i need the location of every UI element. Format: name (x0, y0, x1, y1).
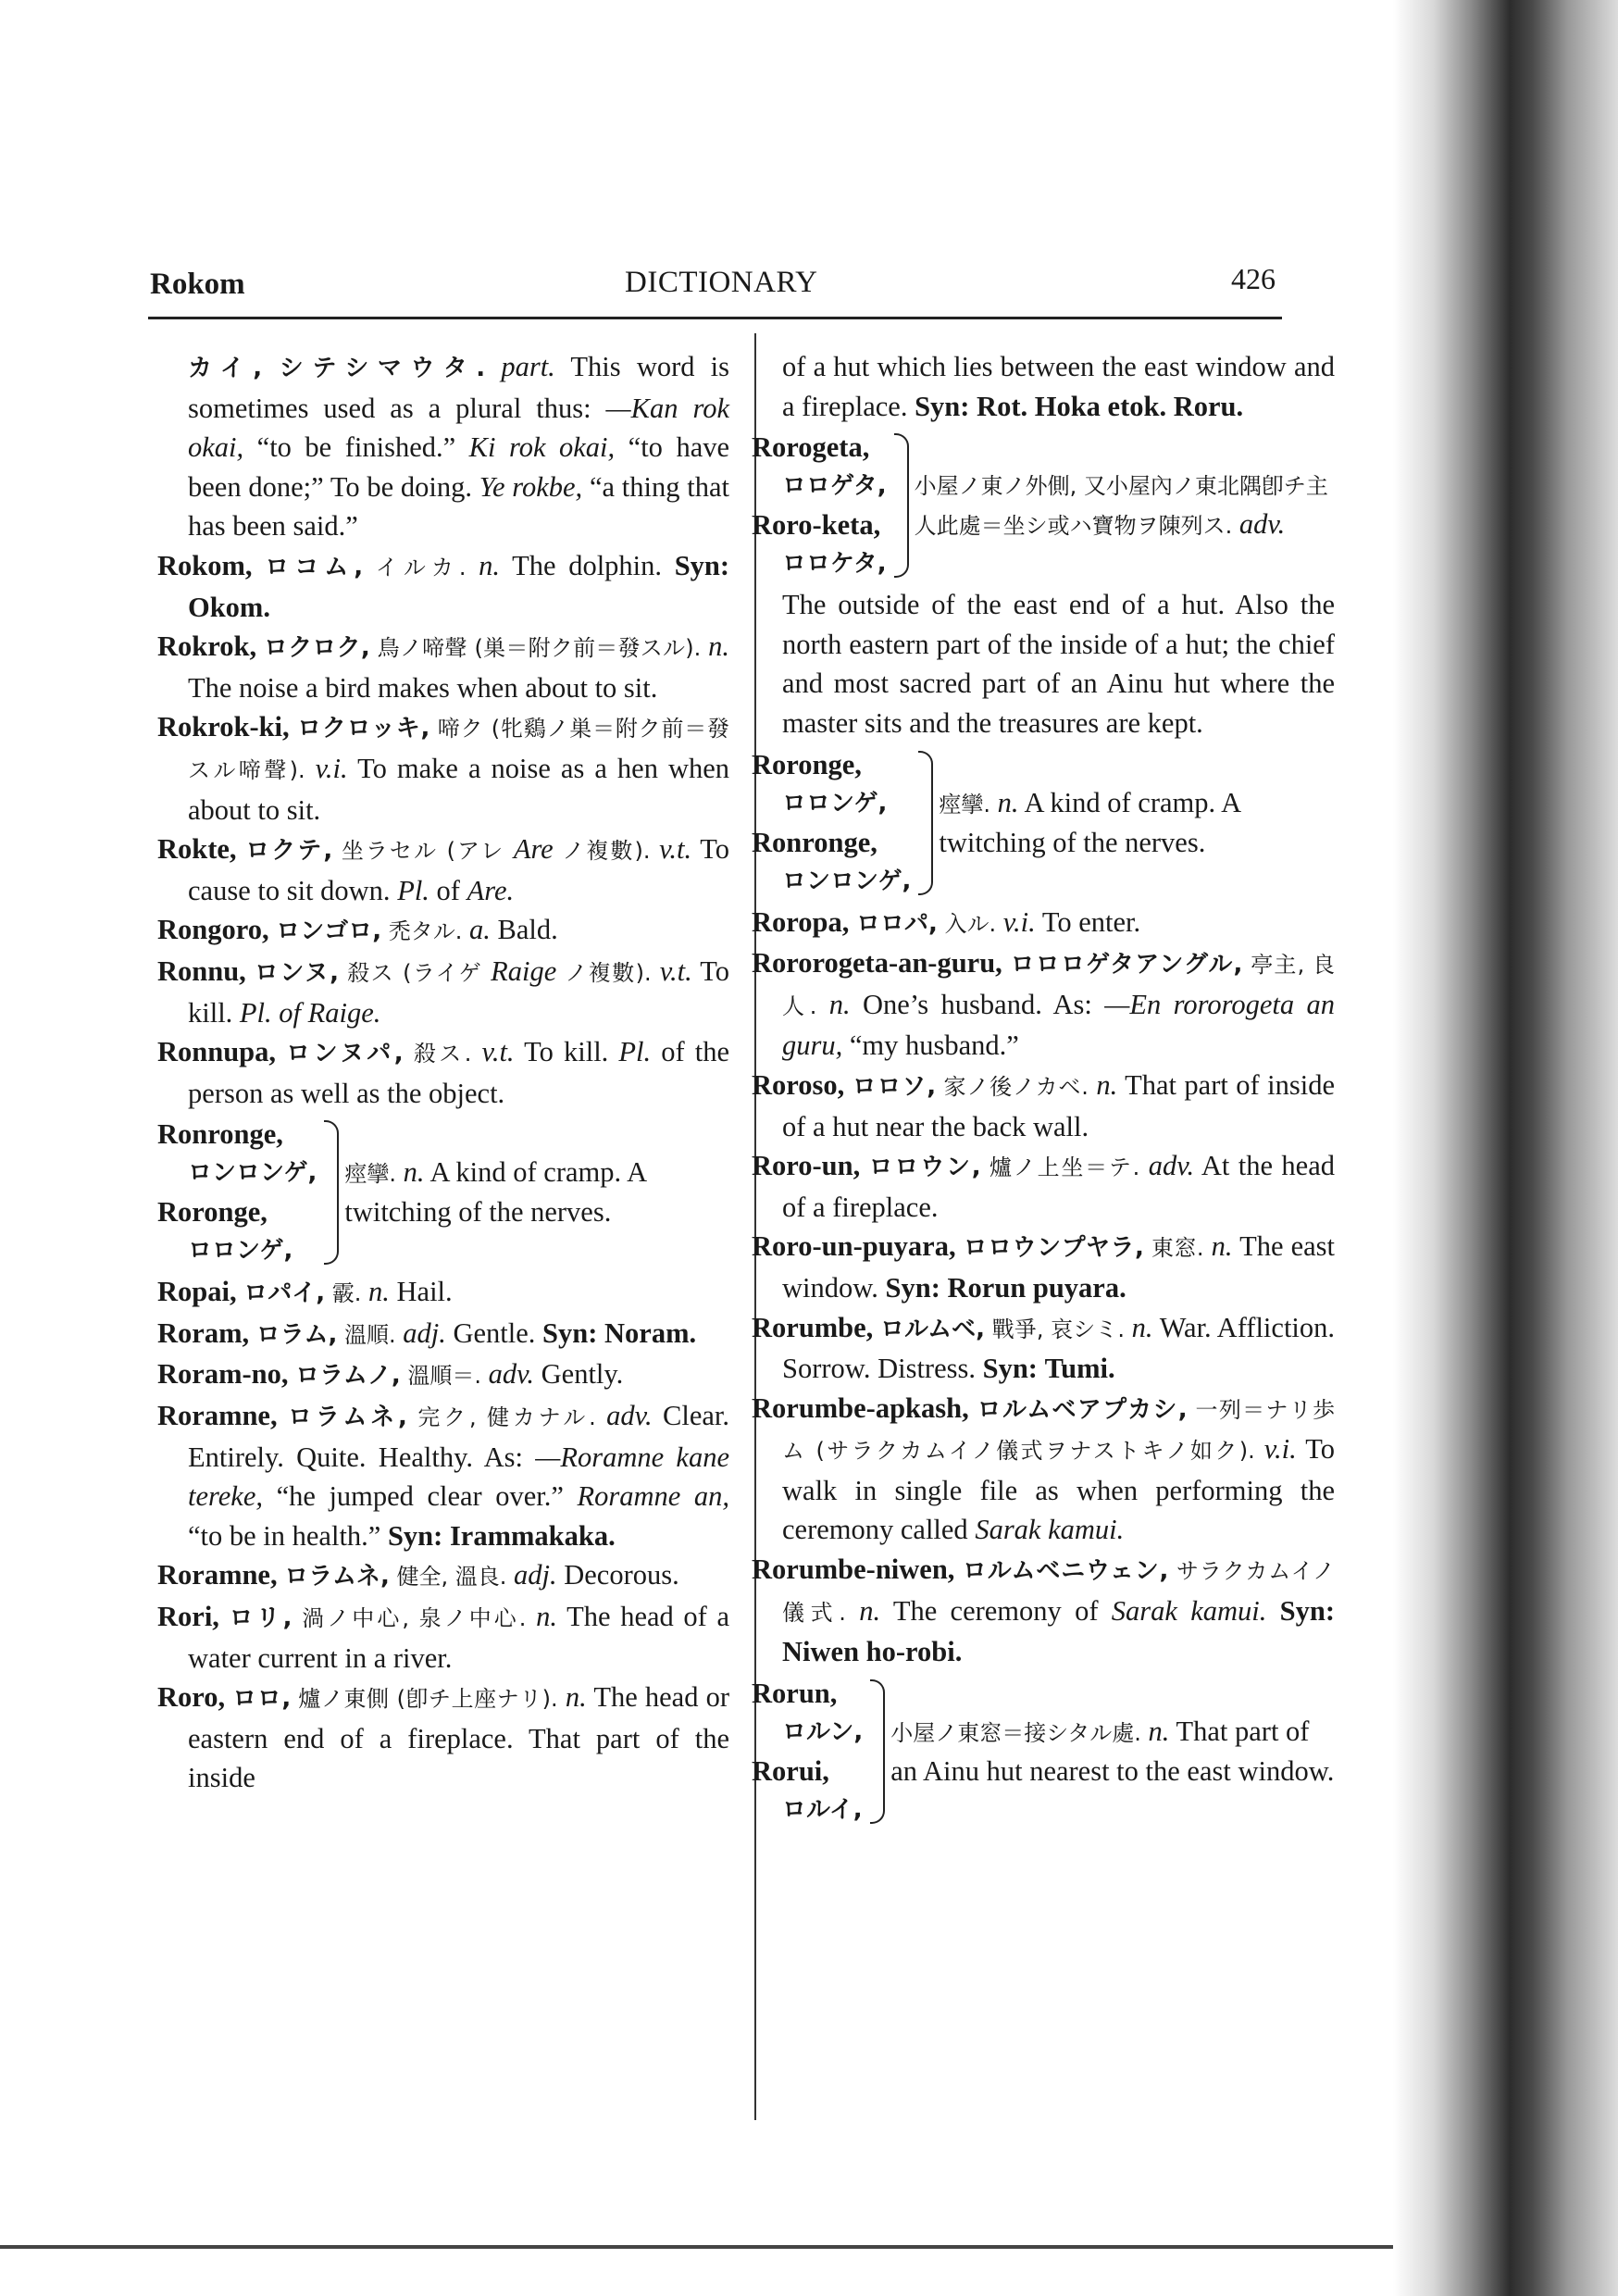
headword: Ronronge, (157, 1118, 283, 1151)
headword: Ropai, (157, 1276, 237, 1308)
entry-ronnu: Ronnu, ロンヌ, 殺ス (ライゲ Raige ノ複數). v.t. To kill. Pl. of Raige. (157, 955, 730, 1029)
entry-rori: Rori, ロリ, 渦ノ中心, 泉ノ中心. n. The head of a water current in a river. (157, 1601, 730, 1674)
headword: Roronge, (157, 1196, 268, 1229)
headword: Roroso, (752, 1068, 845, 1101)
headword: Ronronge, (752, 826, 877, 858)
page-number: 426 (1231, 262, 1276, 295)
headword: Rokrok-ki, (157, 711, 290, 743)
entry-roro-continuation: of a hut which lies between the east window and a fireplace. Syn: Rot. Hoka etok. Roru. (782, 351, 1335, 422)
headword: Rorun, (752, 1677, 838, 1709)
entry-rokrok: Rokrok, ロクロク, 鳥ノ啼聲 (巣＝附ク前＝發スル). n. The noise a bird makes when about to sit. (157, 630, 730, 704)
headword: Rorumbe-niwen, (752, 1554, 955, 1586)
headword: Rorui, (752, 1754, 829, 1787)
headword: Rororogeta-an-guru, (752, 947, 1002, 980)
headword: Roronge, (752, 748, 862, 780)
entry-rokrok-ki: Rokrok-ki, ロクロッキ, 啼ク (牝鷄ノ巣＝附ク前＝發スル啼聲). v.i. To make a noise as a hen when about to sit. (157, 711, 730, 826)
headword: Ronnu, (157, 955, 246, 987)
entry-roroso: Roroso, ロロソ, 家ノ後ノカベ. n. That part of inside of a hut near the back wall. (752, 1068, 1336, 1142)
entry-rorun-group: Rorun, ロルン, Rorui, ロルイ, 小屋ノ東窓＝接シタル處. n. That part of an Ainu hut nearest to the east window. (752, 1674, 1335, 1829)
headword: Rori, (157, 1601, 219, 1633)
header-rule (148, 317, 1282, 319)
entry-roropa: Roropa, ロロパ, 入ル. v.i. To enter. (752, 905, 1141, 938)
entry-rorogeta-definition: The outside of the east end of a hut. Also the north eastern part of the inside of a hut; the chief and most sacred part of an Ainu hut where the master sits and the treasures are kept. (782, 589, 1335, 739)
headword: Roram, (157, 1316, 250, 1349)
running-head-center: DICTIONARY (625, 266, 818, 299)
entry-ronnupa: Ronnupa, ロンヌパ, 殺ス. v.t. To kill. Pl. of the person as well as the object. (157, 1036, 730, 1109)
right-column (752, 347, 1335, 1831)
entry-rokte: Rokte, ロクテ, 坐ラセル (アレ Are ノ複數). v.t. To cause to sit down. Pl. of Are. (157, 833, 729, 906)
entry-roram-no: Roram-no, ロラムノ, 溫順＝. adv. Gently. (157, 1358, 624, 1391)
headword: Rorumbe, (752, 1311, 874, 1343)
entry-roronge-group: Roronge, ロロンゲ, Ronronge, ロンロンゲ, 痙攣. n. A kind of cramp. A twitching of the nerves. (752, 745, 1335, 901)
headword: Rongoro, (157, 914, 269, 946)
page-header (148, 262, 1277, 308)
headword: Rokte, (157, 833, 237, 866)
headword: Roramne, (157, 1559, 278, 1591)
entry-roramne-2: Roramne, ロラムネ, 健全, 溫良. adj. Decorous. (157, 1559, 679, 1591)
page-bottom-edge (0, 2245, 1393, 2249)
entry-roramne-1: Roramne, ロラムネ, 完ク, 健カナル. adv. Clear. Entirely. Quite. Healthy. As: —Roramne kane tereke, “he jumped clear over.” Roramne an, “to be in health.” Syn: Irammakaka. (157, 1400, 730, 1552)
running-head-left: Rokom (150, 268, 245, 301)
brace-mark (870, 1679, 885, 1824)
headword: Roram-no, (157, 1358, 289, 1391)
entry-rorumbe-niwen: Rorumbe-niwen, ロルムベニウェン, サラクカムイノ儀式. n. The ceremony of Sarak kamui. Syn: Niwen ho-robi. (752, 1554, 1335, 1668)
left-column (157, 347, 729, 1798)
entry-continuation: カイ, シテシマウタ. part. This word is sometimes used as a plural thus: —Kan rok okai, “to be finished.” Ki rok okai, “to have been done;” To be doing. Ye rokbe, “a thing that has been said.” (188, 351, 730, 543)
headword: Rorogeta, (752, 431, 870, 464)
entry-rongoro: Rongoro, ロンゴロ, 禿タル. a. Bald. (157, 914, 558, 946)
headword: Ronnupa, (157, 1036, 277, 1068)
entry-rorumbe-apkash: Rorumbe-apkash, ロルムベアプカシ, 一列＝ナリ歩ム (サラクカムイノ儀式ヲナストキノ如ク). v.i. To walk in single file as when performing the ceremony called Sarak kamui. (752, 1391, 1336, 1546)
entry-rorumbe: Rorumbe, ロルムベ, 戰爭, 哀シミ. n. War. Affliction. Sorrow. Distress. Syn: Tumi. (752, 1311, 1336, 1385)
brace-mark (324, 1120, 339, 1265)
headword: Roramne, (157, 1400, 278, 1432)
brace-mark (918, 751, 933, 895)
headword: Roropa, (752, 905, 850, 938)
entry-roram: Roram, ロラム, 溫順. adj. Gentle. Syn: Noram. (157, 1316, 697, 1349)
headword: Rokrok, (157, 630, 257, 663)
headword: Roro-un-puyara, (752, 1230, 956, 1263)
binding-shadow (1393, 0, 1618, 2296)
entry-rokom: Rokom, ロコム, イルカ. n. The dolphin. Syn: Okom. (157, 549, 730, 623)
entry-rorogeta-group: Rorogeta, ロロゲタ, Roro-keta, ロロケタ, 小屋ノ東ノ外側, 又小屋內ノ東北隅卽チ主人此處＝坐シ或ハ寶物ヲ陳列ス. adv. (752, 428, 1335, 583)
headword: Rokom, (157, 549, 253, 581)
headword: Roro, (157, 1681, 226, 1714)
entry-roro-un: Roro-un, ロロウン, 爐ノ上坐＝テ. adv. At the head of a fireplace. (752, 1150, 1335, 1223)
entry-rororogeta-an-guru: Rororogeta-an-guru, ロロロゲタアングル, 亭主, 良人. n. One’s husband. As: —En rororogeta an guru, “my husband.” (752, 947, 1336, 1062)
entry-ropai: Ropai, ロパイ, 霰. n. Hail. (157, 1276, 453, 1308)
headword: Roro-keta, (752, 509, 881, 542)
entry-roro-un-puyara: Roro-un-puyara, ロロウンプヤラ, 東窓. n. The east window. Syn: Rorun puyara. (752, 1230, 1336, 1304)
entry-ronronge-group: Ronronge, ロンロンゲ, Roronge, ロロンゲ, 痙攣. n. A kind of cramp. A twitching of the nerves. (157, 1115, 729, 1270)
headword: Roro-un, (752, 1150, 861, 1182)
entry-roro: Roro, ロロ, 爐ノ東側 (卽チ上座ナリ). n. The head or eastern end of a fireplace. That part of the inside (157, 1681, 730, 1794)
headword: Rorumbe-apkash, (752, 1391, 969, 1424)
brace-mark (894, 433, 909, 578)
